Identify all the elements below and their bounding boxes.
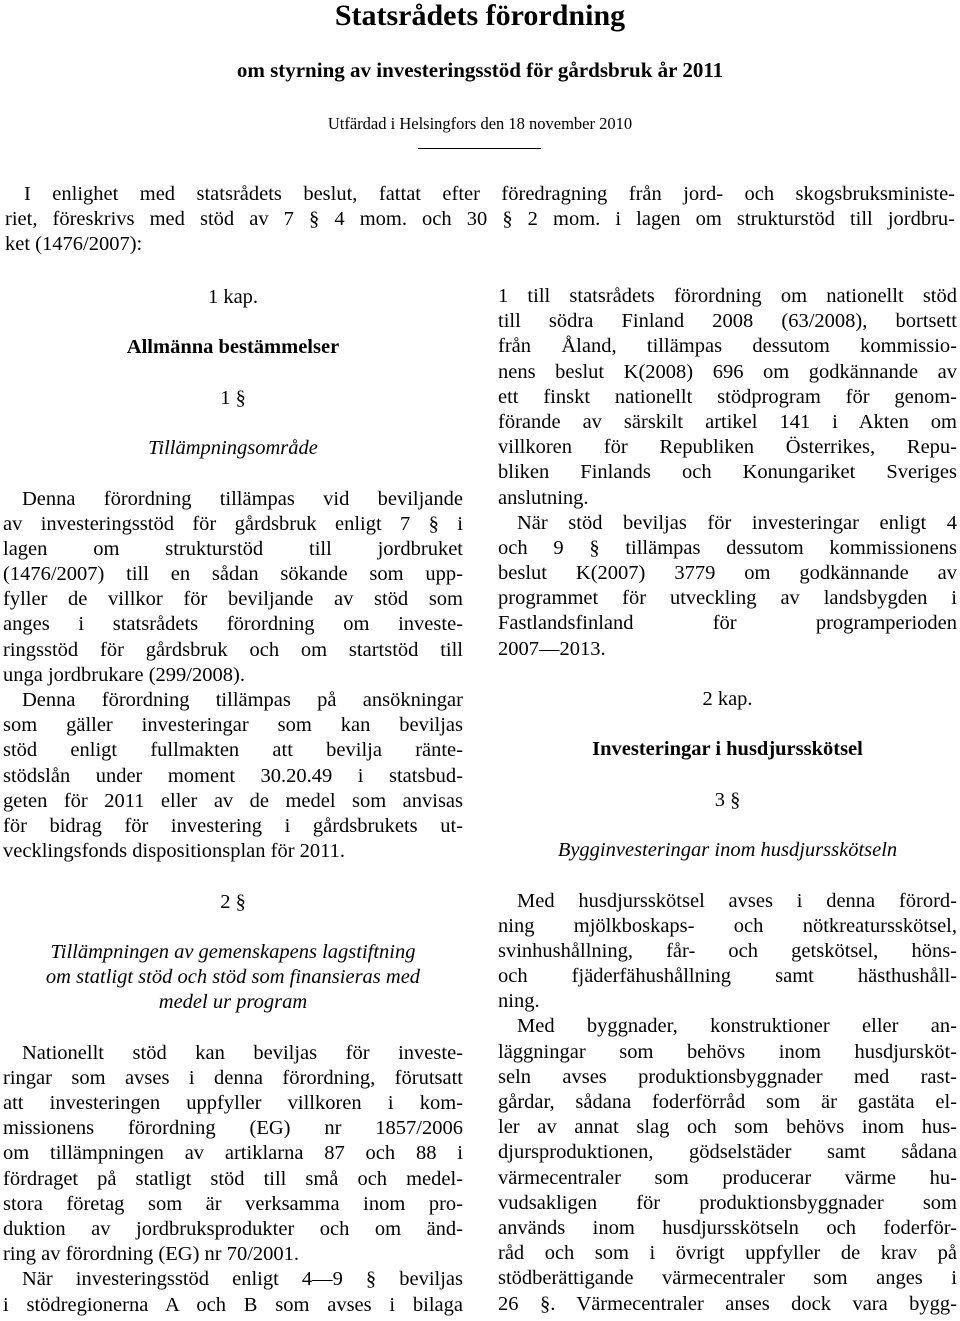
paragraph-line: unga jordbrukare (299/2008). (3, 663, 245, 686)
document-title: Statsrådets förordning (334, 0, 626, 32)
section-title-line: medel ur program (158, 991, 308, 1014)
paragraph-line: missionens förordning (EG) nr 1857/2006 (3, 1117, 463, 1140)
right-column (498, 284, 957, 1317)
paragraph (3, 487, 463, 689)
paragraph-line: geten för 2011 eller av de medel som anvisas (3, 789, 463, 812)
paragraph-line: gårdar, sådana foderförråd som är gastäta el- (498, 1091, 957, 1113)
chapter-label: 1 kap. (207, 286, 259, 308)
paragraph-line: ning mjölkboskaps- och nötkreatursskötsel, (498, 914, 957, 937)
paragraph-line: Denna förordning tillämpas på ansökningar (22, 689, 463, 711)
paragraph (3, 1267, 463, 1317)
paragraph-line: svinhushållning, får- och getskötsel, höns- (498, 939, 957, 962)
paragraph-line: Med husdjursskötsel avses i denna förord- (517, 889, 957, 912)
chapter-title: Investeringar i husdjursskötsel (592, 738, 863, 761)
section-title-line: om statligt stöd och stöd som finansieras med (45, 966, 421, 989)
paragraph-line: förande av särskilt artikel 141 i Akten om (498, 410, 957, 433)
paragraph-line: beslut K(2007) 3779 om godkännande av (498, 562, 957, 585)
paragraph-line: (1476/2007) till en sådan sökande som upp- (3, 563, 463, 586)
paragraph-line: ett finskt nationellt stödprogram för genom- (498, 385, 957, 408)
paragraph-line: till södra Finland 2008 (63/2008), bortsett (498, 310, 957, 333)
paragraph-line: och fjäderfähushållning samt hästhushåll- (498, 965, 957, 988)
paragraph-line: läggningar som behövs inom husdjursköt- (498, 1040, 957, 1063)
paragraph-line: fördraget på statligt stöd till små och medel- (3, 1167, 463, 1190)
paragraph-line: från Åland, tillämpas dessutom kommissio- (498, 335, 957, 358)
section-title (3, 940, 463, 1016)
paragraph-line: duktion av jordbruksprodukter och om änd- (3, 1217, 463, 1240)
paragraph-line: för bidrag för investering i gårdsbrukets ut- (3, 814, 463, 837)
paragraph-line: bliken Finlands och Konungariket Sveriges (498, 461, 957, 484)
paragraph-line: fyller de villkor för beviljande av stöd som (3, 588, 463, 611)
paragraph-line: 26 §. Värmecentraler anses dock vara bygg- (498, 1292, 957, 1315)
section-number: 1 § (220, 386, 246, 409)
separator-rule (418, 148, 541, 149)
paragraph-line: stora företag som är verksamma inom pro- (3, 1192, 463, 1215)
paragraph-line: Nationellt stöd kan beviljas för investe- (22, 1041, 463, 1064)
paragraph-line: 2007—2013. (498, 637, 606, 660)
paragraph-line: Med byggnader, konstruktioner eller an- (517, 1015, 957, 1038)
paragraph-line: i stödregionerna A och B som avses i bilaga (3, 1293, 463, 1316)
paragraph-line: anges i statsrådets förordning om investe- (3, 613, 463, 636)
document-subtitle: om styrning av investeringsstöd för gårdsbruk år 2011 (236, 58, 724, 82)
section-number: 3 § (714, 788, 741, 811)
paragraph-line: villkoren för Republiken Österrikes, Repu- (498, 436, 957, 459)
paragraph-line: att investeringen uppfyller villkoren i kom- (3, 1092, 463, 1114)
paragraph-line: När investeringsstöd enligt 4—9 § beviljas (22, 1268, 463, 1291)
paragraph-line: anslutning. (498, 486, 589, 509)
paragraph-line: används inom husdjursskötseln och foderför- (498, 1216, 957, 1239)
paragraph-line: ring av förordning (EG) nr 70/2001. (3, 1243, 300, 1266)
paragraph-line: ringsstöd för gårdsbruk och om startstöd till (3, 638, 463, 661)
paragraph-line: vecklingsfonds dispositionsplan för 2011. (3, 840, 346, 863)
paragraph-line: vudsakligen för produktionsbyggnader som (498, 1191, 957, 1214)
section-number: 2 § (220, 890, 246, 913)
paragraph-line: av investeringsstöd för gårdsbruk enligt 7 § i (3, 512, 463, 535)
paragraph-line: om tillämpningen av artiklarna 87 och 88 i (3, 1142, 463, 1165)
paragraph-line: som gäller investeringar som kan beviljas (3, 714, 463, 737)
paragraph-line: Fastlandsfinland för programperioden (498, 612, 957, 635)
preamble-line: ket (1476/2007): (5, 233, 143, 256)
section-title-line: Tillämpningen av gemenskapens lagstiftning (50, 940, 416, 963)
paragraph-line: Denna förordning tillämpas vid beviljande (22, 487, 463, 510)
paragraph-line: seln avses produktionsbyggnader med rast- (498, 1065, 957, 1088)
section-title: Tillämpningsområde (148, 437, 318, 460)
paragraph-line: ringar som avses i denna förordning, förutsatt (3, 1066, 463, 1089)
paragraph-line: När stöd beviljas för investeringar enligt 4 (517, 511, 957, 534)
paragraph-line: 1 till statsrådets förordning om nationellt stöd (498, 285, 957, 307)
paragraph-line: lagen om strukturstöd till jordbruket (3, 537, 463, 560)
paragraph (3, 1041, 463, 1268)
paragraph-line: stödberättigande värmecentraler som anges i (498, 1267, 957, 1290)
paragraph-line: ning. (498, 990, 540, 1013)
preamble-line: I enlighet med statsrådets beslut, fattat efter föredragning från jord- och skogsbruksministe- (24, 183, 955, 205)
chapter-label: 2 kap. (702, 688, 753, 710)
paragraph-line: programmet för utveckling av landsbygden i (498, 587, 957, 610)
preamble (5, 182, 955, 258)
paragraph-line: värmecentraler som producerar värme hu- (498, 1166, 957, 1189)
paragraph-line: nens beslut K(2008) 696 om godkännande av (498, 360, 957, 383)
paragraph-line: stöd enligt fullmakten att bevilja ränte- (3, 739, 463, 762)
issue-date-line: Utfärdad i Helsingfors den 18 november 2010 (327, 114, 633, 133)
preamble-line: riet, föreskrivs med stöd av 7 § 4 mom. och 30 § 2 mom. i lagen om strukturstöd till jordbru- (5, 208, 955, 231)
chapter-title: Allmänna bestämmelser (126, 336, 340, 359)
paragraph (498, 1014, 957, 1316)
paragraph-continued (498, 284, 957, 511)
paragraph (498, 889, 957, 1015)
paragraph-line: ler av annat slag och som behövs inom hus- (498, 1116, 957, 1139)
section-title: Bygginvesteringar inom husdjursskötseln (557, 839, 898, 862)
paragraph-line: råd och som i övrigt uppfyller de krav på (498, 1242, 957, 1265)
paragraph (3, 688, 463, 864)
left-column (3, 285, 463, 1318)
paragraph-line: djursproduktionen, gödselstäder samt sådana (498, 1141, 957, 1164)
paragraph-line: och 9 § tillämpas dessutom kommissionens (498, 536, 957, 559)
paragraph-line: stödslån under moment 30.20.49 i statsbud- (3, 764, 463, 787)
paragraph (498, 511, 957, 662)
